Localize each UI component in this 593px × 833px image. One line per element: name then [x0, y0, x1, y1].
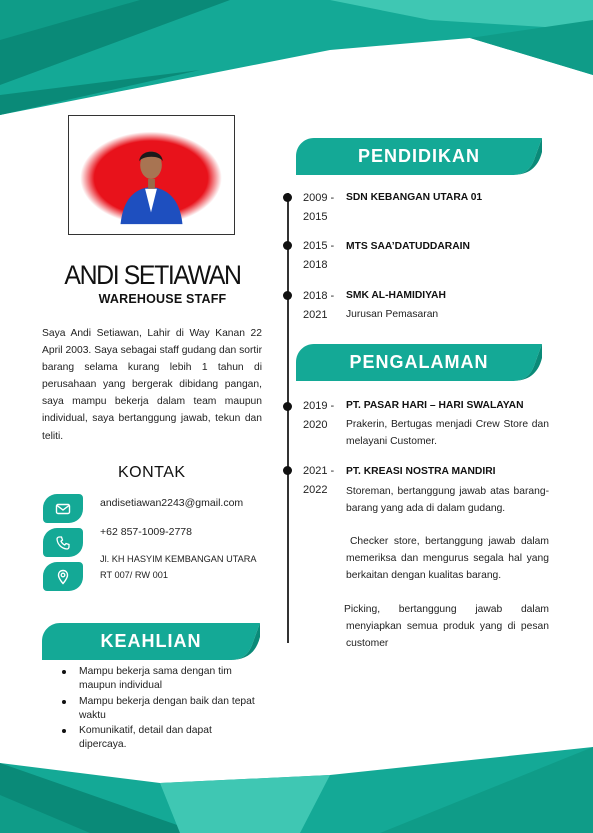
experience-description: Prakerin, Bertugas menjadi Crew Store dan melayani Customer.: [346, 419, 549, 447]
timeline-dot: [283, 241, 292, 250]
timeline-line: [287, 193, 289, 643]
full-name: ANDI SETIAWAN: [64, 260, 241, 290]
profile-summary: Saya Andi Setiawan, Lahir di Way Kanan 22 April 2003. Saya sebagai staff gudang dan sortir barang selama kurang lebih 1 tahun di perusahaan yang bergerak dibidang pangan, saya mampu bekerja dalam team maupun individual, saya bertanggung jawab, tekun dan teliti.: [42, 328, 262, 442]
timeline-dot: [283, 402, 292, 411]
phone-text[interactable]: +62 857-1009-2778: [100, 526, 192, 538]
pengalaman-heading: PENGALAMAN: [349, 352, 489, 372]
education-school: SMK AL-HAMIDIYAH: [346, 290, 446, 301]
experience-description: Checker store, bertanggung jawab dalam memeriksa dan mengurus segala hal yang berkaitan dengan kualitas barang.: [346, 536, 549, 581]
pendidikan-heading: PENDIDIKAN: [357, 146, 480, 166]
phone-icon: [43, 528, 83, 557]
experience-description: Storeman, bertanggung jawab atas barang-barang yang ada di dalam gudang.: [346, 486, 549, 514]
experience-description: Picking, bertanggung jawab dalam menyiapkan semua produk yang di pesan customer: [344, 604, 549, 649]
experience-year: 2021 - 2022: [303, 465, 335, 496]
timeline-dot: [283, 466, 292, 475]
location-pin-icon: [43, 562, 83, 591]
education-year: 2015 - 2018: [303, 240, 335, 271]
education-major: Jurusan Pemasaran: [346, 309, 439, 320]
list-item: Mampu bekerja dengan baik dan tepat waktu: [62, 695, 262, 723]
list-item: Mampu bekerja sama dengan tim maupun individual: [62, 665, 262, 693]
profile-photo: [68, 115, 235, 235]
keahlian-banner: [42, 623, 260, 660]
address-line-2: RT 007/ RW 001: [100, 570, 168, 580]
experience-company: PT. KREASI NOSTRA MANDIRI: [346, 466, 496, 477]
experience-year: 2019 - 2020: [303, 400, 335, 431]
mail-icon: [43, 494, 83, 523]
profile-photo-image: [69, 116, 234, 234]
bottom-decoration: [0, 745, 593, 833]
email-text[interactable]: andisetiawan2243@gmail.com: [100, 497, 244, 509]
education-year: 2009 - 2015: [303, 192, 335, 223]
job-title: WAREHOUSE STAFF: [98, 292, 227, 306]
education-year: 2018 - 2021: [303, 290, 335, 321]
address-text: [100, 551, 257, 583]
top-decoration: [0, 0, 593, 120]
pendidikan-banner: [296, 138, 542, 175]
timeline-dot: [283, 291, 292, 300]
skills-list: [62, 665, 262, 754]
education-school: MTS SAA’DATUDDARAIN: [346, 241, 470, 252]
list-item: Komunikatif, detail dan dapat dipercaya.: [62, 724, 262, 752]
keahlian-heading: KEAHLIAN: [100, 631, 202, 651]
timeline-dot: [283, 193, 292, 202]
education-school: SDN KEBANGAN UTARA 01: [346, 192, 483, 203]
kontak-heading: KONTAK: [118, 464, 186, 481]
pengalaman-banner: [296, 344, 542, 381]
address-line-1: Jl. KH HASYIM KEMBANGAN UTARA: [100, 554, 257, 564]
experience-company: PT. PASAR HARI – HARI SWALAYAN: [346, 400, 524, 411]
